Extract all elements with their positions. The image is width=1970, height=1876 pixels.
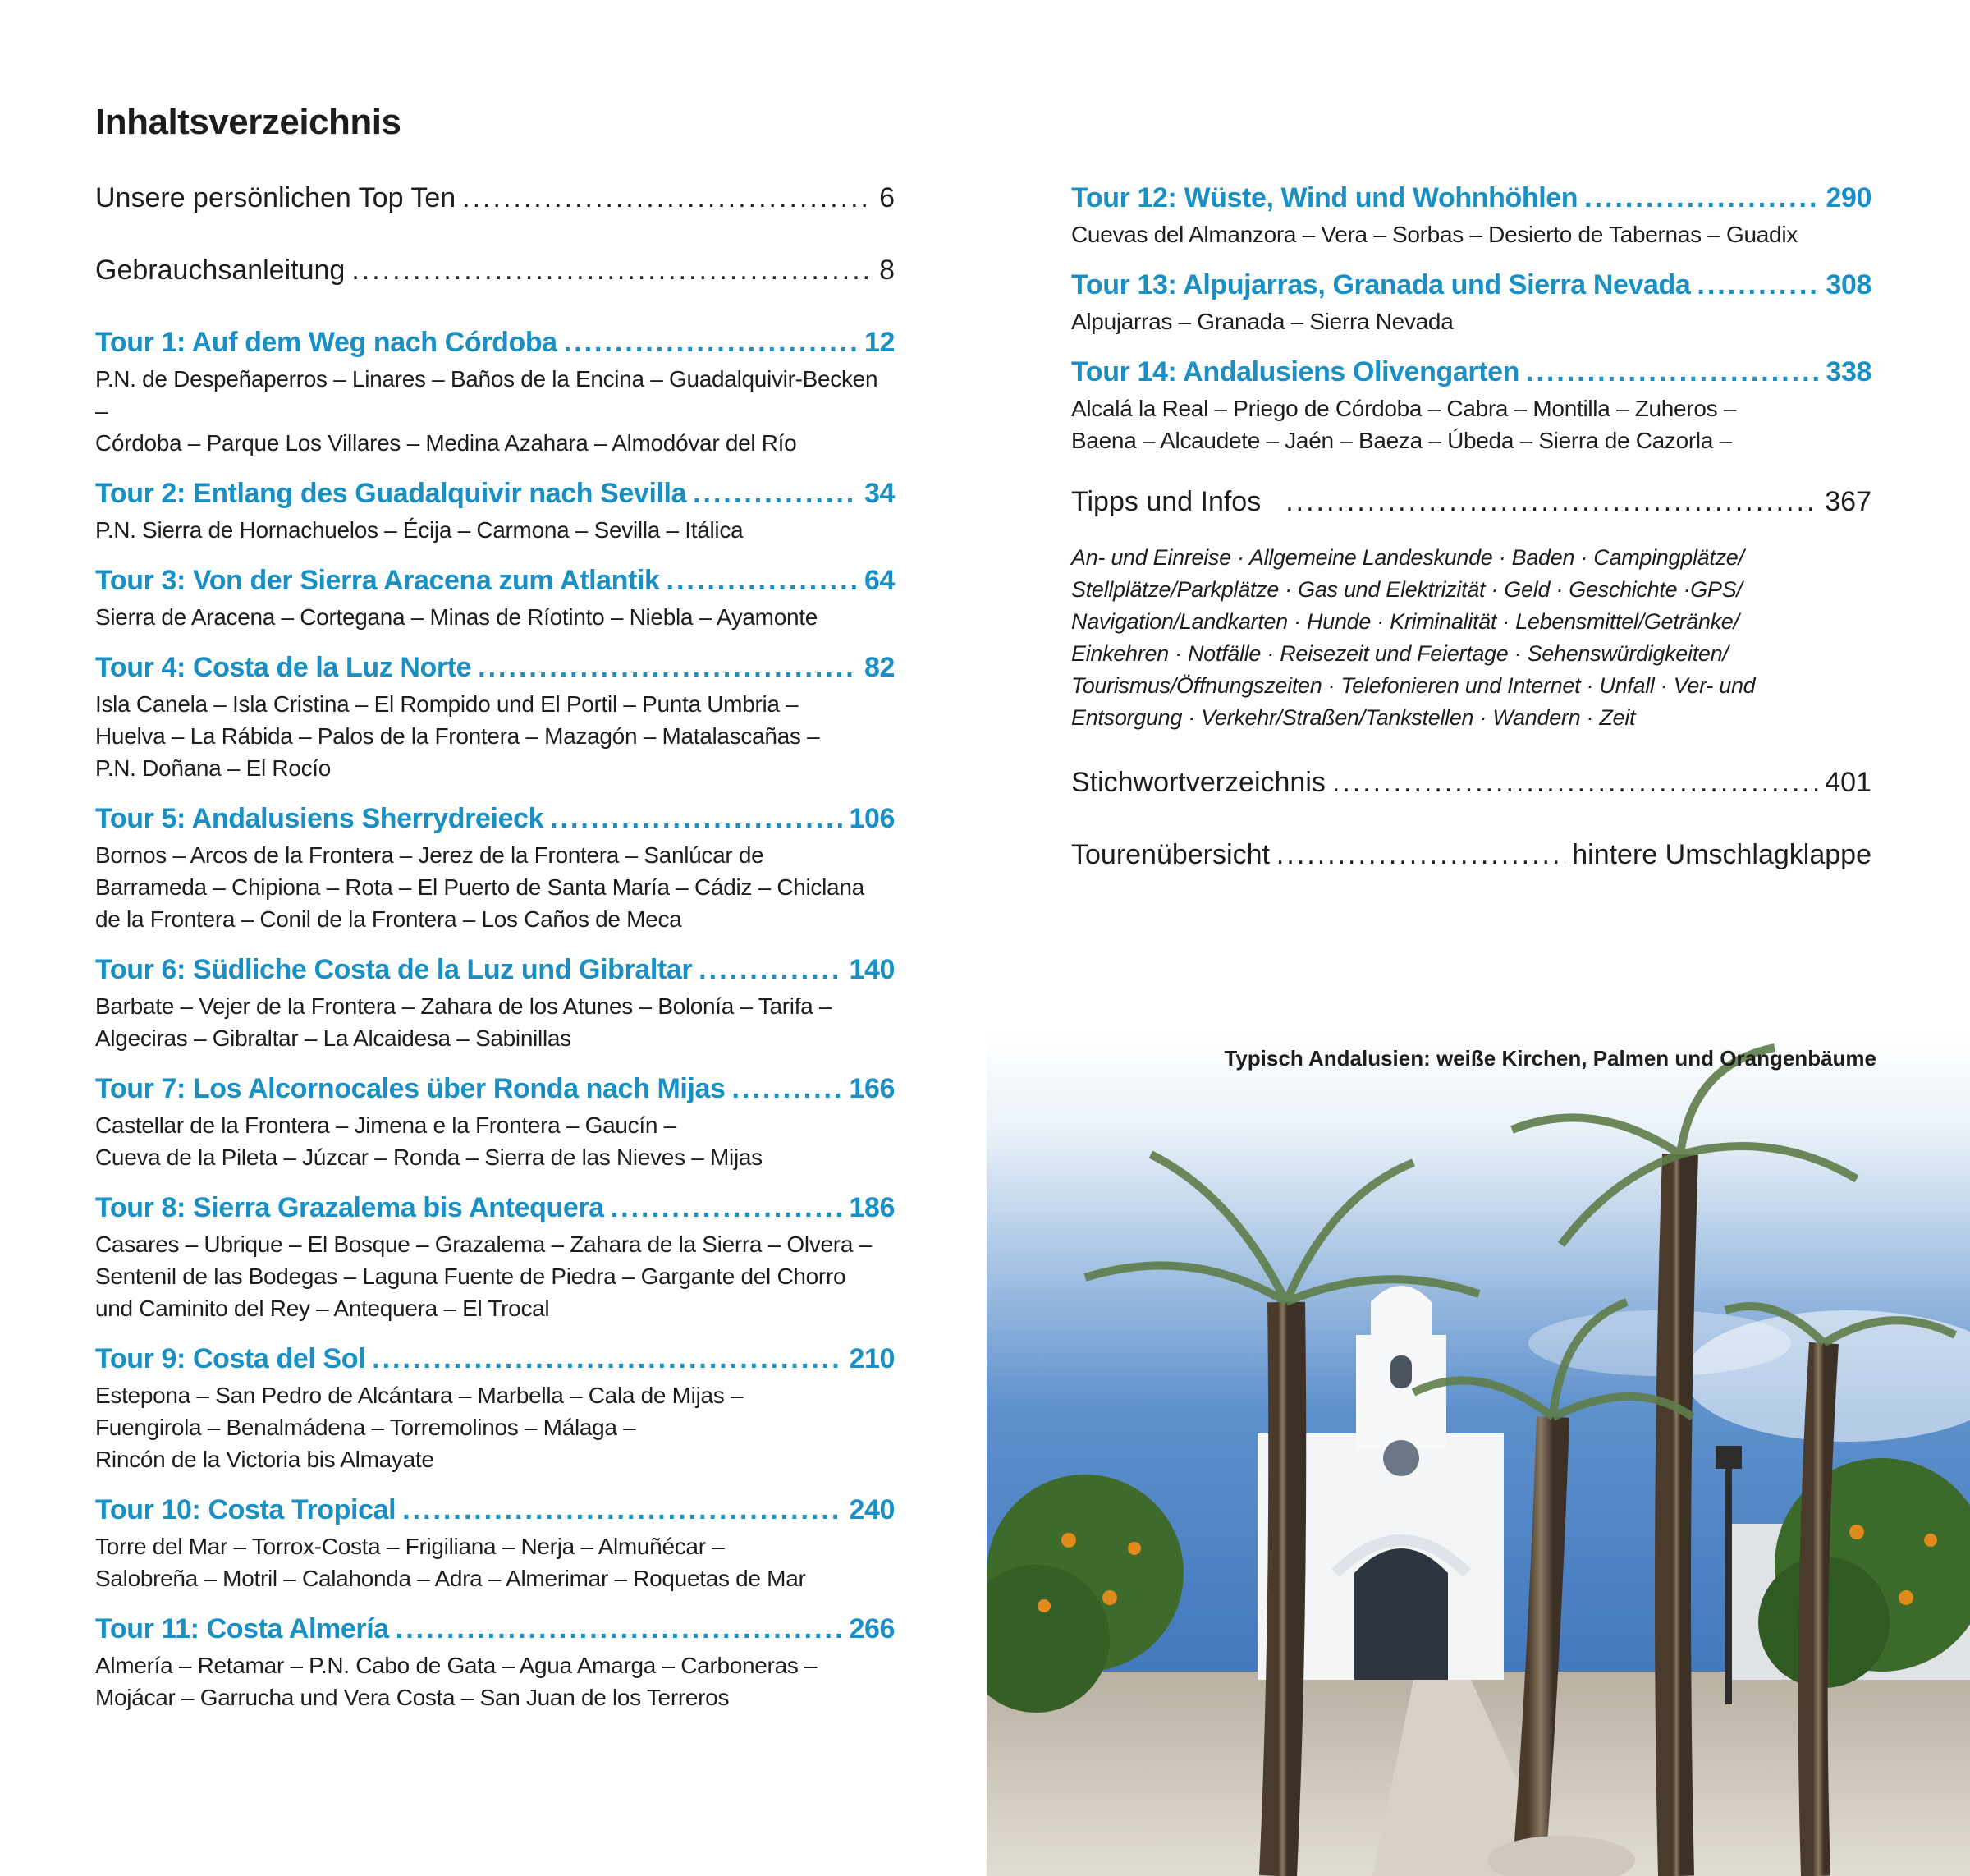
tipps-line: An- und Einreise · Allgemeine Landeskunde · Baden · Campingplätze/ [1071, 545, 1744, 570]
toc-entry-page: 82 [864, 652, 895, 683]
toc-entry-places: Sentenil de las Bodegas – Laguna Fuente de Piedra – Gargante del Chorro [95, 1264, 846, 1289]
tipps-line: Stellplätze/Parkplätze · Gas und Elektrizität · Geld · Geschichte ·GPS/ [1071, 577, 1743, 602]
toc-entry-page: 210 [849, 1343, 895, 1374]
toc-entry-title: Tour 11: Costa Almería [95, 1613, 389, 1644]
toc-entry-page: 8 [879, 255, 895, 286]
toc-entry-heading[interactable] [95, 1073, 895, 1109]
toc-entry-heading[interactable] [95, 1613, 895, 1649]
toc-entry-title: Gebrauchsanleitung [95, 255, 346, 286]
toc-entry-page: 186 [849, 1192, 895, 1223]
toc-entry-places: Bornos – Arcos de la Frontera – Jerez de la Frontera – Sanlúcar de [95, 842, 764, 868]
toc-tour-entry [95, 478, 895, 546]
toc-entry-places: Sierra de Aracena – Cortegana – Minas de Ríotinto – Niebla – Ayamonte [95, 604, 818, 630]
toc-entry-title: Stichwortverzeichnis [1071, 767, 1326, 798]
toc-entry-heading[interactable] [1071, 182, 1872, 218]
toc-entry-title: Tour 7: Los Alcornocales über Ronda nach Mijas [95, 1073, 726, 1104]
toc-entry-heading[interactable] [95, 255, 895, 292]
toc-entry-places: Alcalá la Real – Priego de Córdoba – Cabra – Montilla – Zuheros – [1071, 396, 1737, 421]
toc-entry-title: Tour 8: Sierra Grazalema bis Antequera [95, 1192, 604, 1223]
photo-caption: Typisch Andalusien: weiße Kirchen, Palmen und Orangenbäume [1224, 1046, 1876, 1071]
toc-entry-places: Cueva de la Pileta – Júzcar – Ronda – Sierra de las Nieves – Mijas [95, 1144, 763, 1170]
toc-entry-title: Tour 9: Costa del Sol [95, 1343, 366, 1374]
toc-tour-entry [1071, 356, 1872, 456]
toc-entry [95, 255, 895, 292]
toc-entry-places: P.N. Sierra de Hornachuelos – Écija – Carmona – Sevilla – Itálica [95, 517, 744, 543]
toc-entry-places: Barbate – Vejer de la Frontera – Zahara de los Atunes – Bolonía – Tarifa – [95, 993, 832, 1019]
toc-tour-entry [95, 1613, 895, 1713]
toc-tour-entry [95, 1192, 895, 1324]
toc-entry-places: Baena – Alcaudete – Jaén – Baeza – Úbeda – Sierra de Cazorla – [1071, 428, 1732, 453]
tipps-topics [1071, 542, 1872, 734]
toc-entry-places: Rincón de la Victoria bis Almayate [95, 1447, 434, 1472]
toc-entry-places: Alpujarras – Granada – Sierra Nevada [1071, 309, 1454, 334]
toc-entry-title: Tour 3: Von der Sierra Aracena zum Atlantik [95, 565, 660, 596]
toc-left-column [95, 182, 895, 1713]
toc-entry-places: P.N. Doñana – El Rocío [95, 755, 332, 781]
tipps-line: Navigation/Landkarten · Hunde · Kriminalität · Lebensmittel/Getränke/ [1071, 609, 1739, 634]
toc-entry-places: Isla Canela – Isla Cristina – El Rompido und El Portil – Punta Umbria – [95, 691, 799, 717]
toc-entry-heading[interactable] [95, 954, 895, 990]
toc-tour-entry [1071, 269, 1872, 337]
toc-entry-page: 12 [864, 327, 895, 358]
toc-entry-places: Cuevas del Almanzora – Vera – Sorbas – Desierto de Tabernas – Guadix [1071, 222, 1798, 247]
toc-entry-touren[interactable] [1071, 839, 1872, 877]
toc-entry-places: Algeciras – Gibraltar – La Alcaidesa – Sabinillas [95, 1025, 571, 1051]
toc-entry-page: 166 [849, 1073, 895, 1104]
toc-tour-entry [95, 652, 895, 784]
toc-right-column [1071, 182, 1872, 877]
toc-entry-page: 367 [1825, 486, 1872, 517]
tipps-line: Tourismus/Öffnungszeiten · Telefonieren und Internet · Unfall · Ver- und [1071, 673, 1756, 698]
toc-tour-entry [95, 803, 895, 935]
toc-entry-places: Mojácar – Garrucha und Vera Costa – San Juan de los Terreros [95, 1685, 730, 1710]
toc-entry-stichwort[interactable] [1071, 767, 1872, 805]
toc-entry-title: Unsere persönlichen Top Ten [95, 182, 456, 213]
toc-entry-places: Barrameda – Chipiona – Rota – El Puerto de Santa María – Cádiz – Chiclana [95, 874, 864, 900]
toc-entry-places: Salobreña – Motril – Calahonda – Adra – Almerimar – Roquetas de Mar [95, 1566, 806, 1591]
tipps-line: Entsorgung · Verkehr/Straßen/Tankstellen · Wandern · Zeit [1071, 705, 1636, 730]
toc-entry-page: 266 [849, 1613, 895, 1644]
toc-tour-entry [95, 565, 895, 633]
toc-entry-heading[interactable] [95, 1494, 895, 1530]
page-title: Inhaltsverzeichnis [95, 102, 401, 142]
toc-entry-heading[interactable] [95, 478, 895, 514]
toc-entry-title: Tour 1: Auf dem Weg nach Córdoba [95, 327, 557, 358]
toc-tour-entry [95, 1343, 895, 1475]
toc-entry-places: und Caminito del Rey – Antequera – El Trocal [95, 1296, 550, 1321]
toc-entry-page: 106 [849, 803, 895, 834]
tipps-line: Einkehren · Notfälle · Reisezeit und Feiertage · Sehenswürdigkeiten/ [1071, 641, 1729, 666]
toc-entry-places: Casares – Ubrique – El Bosque – Grazalema – Zahara de la Sierra – Olvera – [95, 1232, 872, 1257]
toc-tour-entry [95, 1494, 895, 1594]
toc-entry-page: 6 [879, 182, 895, 213]
toc-entry-page: 338 [1826, 356, 1872, 388]
toc-entry-heading[interactable] [95, 1343, 895, 1379]
toc-entry-places: Torre del Mar – Torrox-Costa – Frigiliana – Nerja – Almuñécar – [95, 1534, 725, 1559]
toc-entry-heading[interactable] [95, 565, 895, 601]
toc-entry-title: Tour 13: Alpujarras, Granada und Sierra Nevada [1071, 269, 1691, 300]
toc-entry-title: Tour 5: Andalusiens Sherrydreieck [95, 803, 544, 834]
toc-entry-places: de la Frontera – Conil de la Frontera – Los Caños de Meca [95, 906, 682, 932]
toc-entry-places: Castellar de la Frontera – Jimena e la Frontera – Gaucín – [95, 1112, 676, 1138]
toc-entry-heading[interactable] [95, 803, 895, 839]
toc-entry-heading[interactable] [95, 327, 895, 363]
toc-entry-heading[interactable] [1071, 269, 1872, 305]
toc-entry [95, 182, 895, 220]
toc-entry-title: Tour 6: Südliche Costa de la Luz und Gibraltar [95, 954, 693, 985]
toc-entry-title: Tour 14: Andalusiens Olivengarten [1071, 356, 1520, 388]
toc-entry-page: 64 [864, 565, 895, 596]
toc-entry-page: hintere Umschlagklappe [1572, 839, 1872, 870]
toc-entry-page: 308 [1826, 269, 1872, 300]
toc-entry-heading[interactable] [1071, 356, 1872, 392]
toc-entry-title: Tipps und Infos [1071, 486, 1262, 517]
toc-entry-page: 290 [1826, 182, 1872, 213]
toc-entry-title: Tour 10: Costa Tropical [95, 1494, 396, 1525]
church-palms-photo [987, 1031, 1970, 1876]
toc-tour-entry [95, 1073, 895, 1173]
toc-entry-page: 401 [1825, 767, 1872, 798]
toc-entry-places: Huelva – La Rábida – Palos de la Frontera – Mazagón – Matalascañas – [95, 723, 820, 749]
toc-entry-heading[interactable] [95, 182, 895, 220]
toc-entry-title: Tour 4: Costa de la Luz Norte [95, 652, 472, 683]
toc-entry-places: Almería – Retamar – P.N. Cabo de Gata – Agua Amarga – Carboneras – [95, 1653, 818, 1678]
toc-entry-page: 240 [849, 1494, 895, 1525]
toc-entry-tipps[interactable] [1071, 486, 1872, 524]
toc-entry-places: P.N. de Despeñaperros – Linares – Baños de la Encina – Guadalquivir-Becken – [95, 366, 878, 424]
toc-tour-entry [95, 327, 895, 459]
toc-entry-title: Tourenübersicht [1071, 839, 1270, 870]
toc-entry-title: Tour 2: Entlang des Guadalquivir nach Sevilla [95, 478, 687, 509]
toc-entry-places: Córdoba – Parque Los Villares – Medina Azahara – Almodóvar del Río [95, 430, 797, 456]
toc-entry-heading[interactable] [95, 1192, 895, 1228]
photo-illustration [987, 1031, 1970, 1876]
toc-entry-page: 140 [849, 954, 895, 985]
toc-entry-places: Fuengirola – Benalmádena – Torremolinos – Málaga – [95, 1415, 636, 1440]
toc-entry-page: 34 [864, 478, 895, 509]
toc-tour-entry [95, 954, 895, 1054]
toc-entry-places: Estepona – San Pedro de Alcántara – Marbella – Cala de Mijas – [95, 1383, 744, 1408]
toc-entry-heading[interactable] [95, 652, 895, 688]
toc-tour-entry [1071, 182, 1872, 250]
toc-entry-title: Tour 12: Wüste, Wind und Wohnhöhlen [1071, 182, 1578, 213]
